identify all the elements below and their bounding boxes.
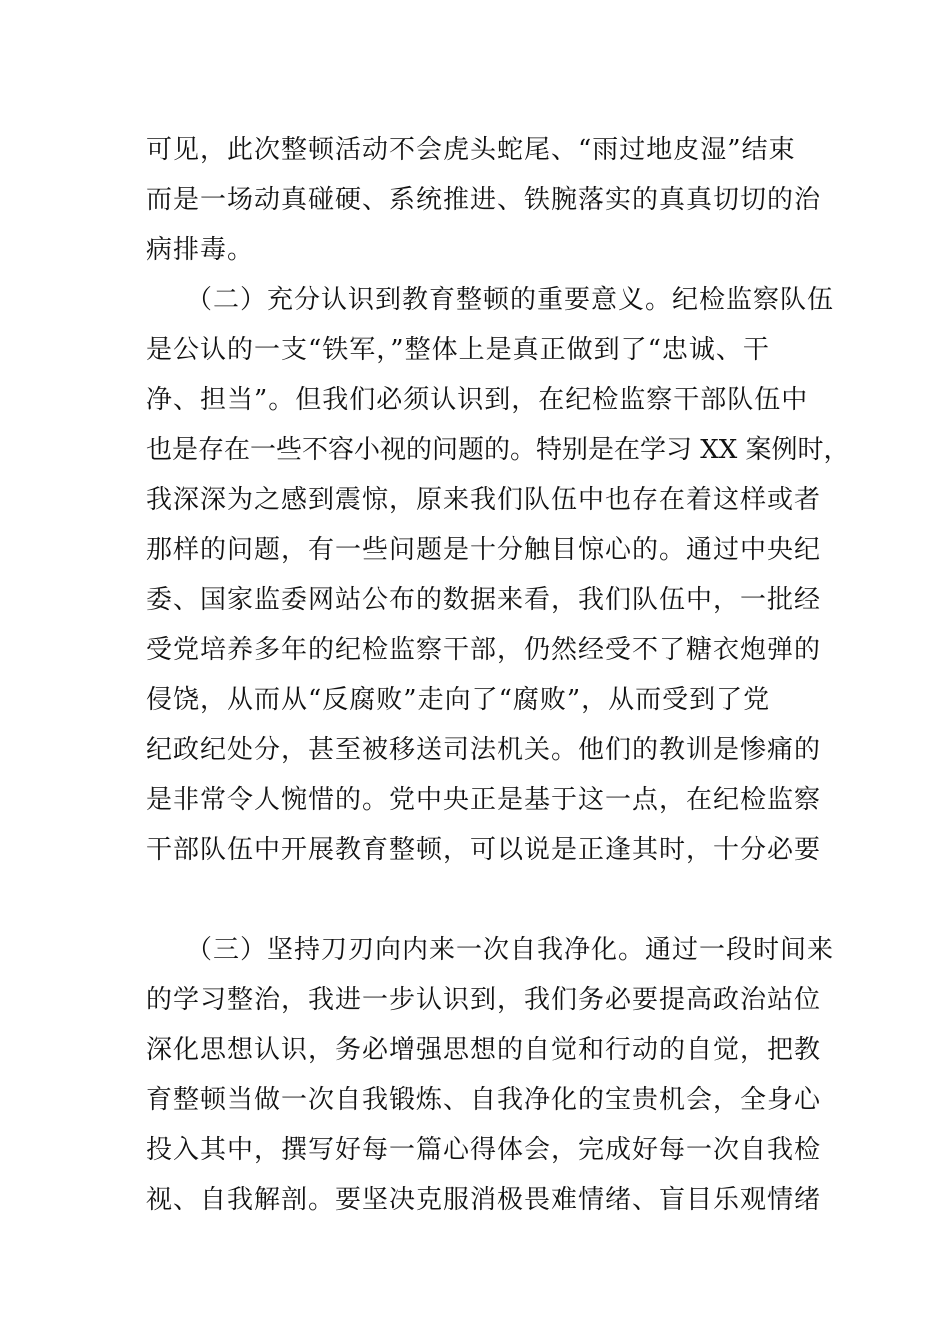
text-line: 净、担当”。但我们必须认识到，在纪检监察干部队伍中: [146, 385, 809, 415]
text-line: 我深深为之感到震惊，原来我们队伍中也存在着这样或者: [146, 485, 822, 515]
text-line: （三）坚持刀刃向内来一次自我净化。通过一段时间来: [186, 935, 835, 965]
text-line: 是公认的一支“铁军，”整体上是真正做到了“忠诚、干: [146, 335, 770, 365]
text-line: 纪政纪处分，甚至被移送司法机关。他们的教训是惨痛的: [146, 735, 822, 765]
text-line: 委、国家监委网站公布的数据来看，我们队伍中，一批经: [146, 585, 822, 615]
text-line: 那样的问题，有一些问题是十分触目惊心的。通过中央纪: [146, 535, 822, 565]
text-line: 侵饶，从而从“反腐败”走向了“腐败”，从而受到了党: [146, 685, 771, 715]
text-line: （二）充分认识到教育整顿的重要意义。纪检监察队伍: [186, 285, 835, 315]
text-line: 投入其中，撰写好每一篇心得体会，完成好每一次自我检: [146, 1135, 822, 1165]
text-line: 的学习整治，我进一步认识到，我们务必要提高政治站位: [146, 985, 822, 1015]
text-line: 受党培养多年的纪检监察干部，仍然经受不了糖衣炮弹的: [146, 635, 822, 665]
text-line: 干部队伍中开展教育整顿，可以说是正逢其时，十分必要: [146, 835, 822, 865]
text-line: 病排毒。: [146, 235, 255, 265]
text-line: 深化思想认识，务必增强思想的自觉和行动的自觉，把教: [146, 1035, 822, 1065]
text-line: 是非常令人惋惜的。党中央正是基于这一点，在纪检监察: [146, 785, 822, 815]
text-line: 而是一场动真碰硬、系统推进、铁腕落实的真真切切的治: [146, 185, 822, 215]
text-line: 也是存在一些不容小视的问题的。特别是在学习 XX 案例时，: [146, 435, 850, 465]
text-line: 可见，此次整顿活动不会虎头蛇尾、“雨过地皮湿”结束: [146, 135, 796, 165]
text-line: 视、自我解剖。要坚决克服消极畏难情绪、盲目乐观情绪: [146, 1185, 822, 1215]
text-line: 育整顿当做一次自我锻炼、自我净化的宝贵机会，全身心: [146, 1085, 822, 1115]
